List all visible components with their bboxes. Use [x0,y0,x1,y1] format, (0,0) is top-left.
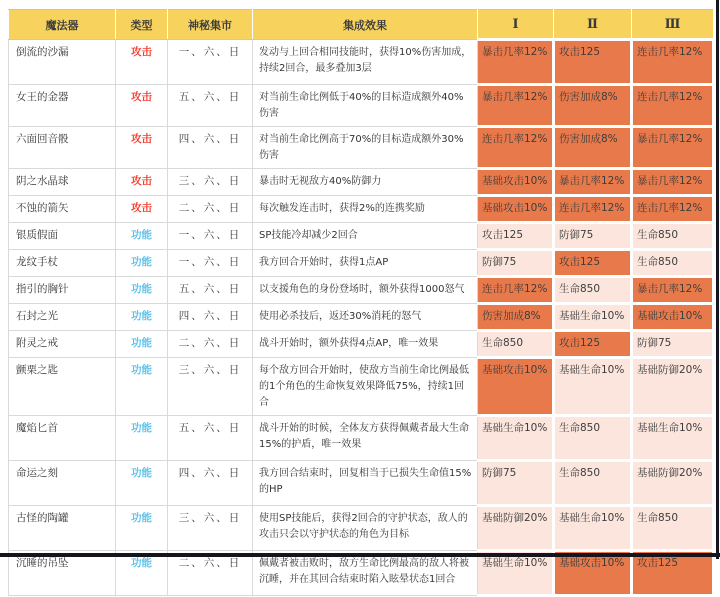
effect-cell: 暴击时无视敌方40%防御力 [253,169,478,196]
stat-i-cell: 防御75 [478,250,554,277]
magic-items-table [8,9,715,597]
stat-iii-cell: 暴击几率12% [632,127,714,169]
table-row [9,331,714,358]
col-header-tier-2: Ⅱ [554,10,632,40]
stat-i-cell: 暴击几率12% [478,40,554,85]
item-type-cell: 攻击 [116,40,168,85]
item-name-cell: 倒流的沙漏 [9,40,116,85]
stat-ii-cell: 防御75 [554,223,632,250]
stat-ii-cell: 基础攻击10% [554,551,632,596]
item-name-cell: 沉睡的吊坠 [9,551,116,596]
stat-iii-cell: 防御75 [632,331,714,358]
stat-i-cell: 暴击几率12% [478,85,554,127]
stat-i-cell: 连击几率12% [478,127,554,169]
effect-cell: 发动与上回合相同技能时，获得10%伤害加成，持续2回合，最多叠加3层 [253,40,478,85]
stat-iii-cell: 基础生命10% [632,416,714,461]
table-row [9,196,714,223]
item-type-cell: 功能 [116,223,168,250]
stat-ii-cell: 攻击125 [554,40,632,85]
stat-ii-cell: 伤害加成8% [554,127,632,169]
table-row [9,551,714,596]
table-row [9,40,714,85]
item-type-cell: 功能 [116,551,168,596]
effect-cell: 对当前生命比例低于40%的目标造成额外40%伤害 [253,85,478,127]
item-type-cell: 攻击 [116,127,168,169]
table-row [9,85,714,127]
stat-ii-cell: 连击几率12% [554,196,632,223]
stat-ii-cell: 基础生命10% [554,358,632,416]
stat-iii-cell: 暴击几率12% [632,169,714,196]
market-days-cell: 三、六、日 [168,506,253,551]
table-row [9,223,714,250]
stat-iii-cell: 攻击125 [632,551,714,596]
col-header-tier-1: Ⅰ [478,10,554,40]
stat-ii-cell: 基础生命10% [554,304,632,331]
stat-iii-cell: 连击几率12% [632,40,714,85]
stat-ii-cell: 生命850 [554,416,632,461]
effect-cell: 每个敌方回合开始时，使敌方当前生命比例最低的1个角色的生命恢复效果降低75%，持续1回合 [253,358,478,416]
market-days-cell: 三、六、日 [168,358,253,416]
stat-ii-cell: 基础生命10% [554,506,632,551]
stat-i-cell: 伤害加成8% [478,304,554,331]
col-header-type: 类型 [116,10,168,40]
item-type-cell: 攻击 [116,85,168,127]
table-row [9,127,714,169]
market-days-cell: 一、六、日 [168,250,253,277]
stat-ii-cell: 生命850 [554,277,632,304]
effect-cell: 每次触发连击时，获得2%的连携奖励 [253,196,478,223]
item-type-cell: 功能 [116,331,168,358]
stat-iii-cell: 基础攻击10% [632,304,714,331]
header-row [9,10,714,40]
stat-iii-cell: 生命850 [632,250,714,277]
stat-i-cell: 基础攻击10% [478,169,554,196]
item-name-cell: 龙纹手杖 [9,250,116,277]
effect-cell: 我方回合结束时，回复相当于已损失生命值15%的HP [253,461,478,506]
item-type-cell: 功能 [116,304,168,331]
effect-cell: 战斗开始时，额外获得4点AP，唯一效果 [253,331,478,358]
item-type-cell: 功能 [116,250,168,277]
table-row [9,506,714,551]
effect-cell: 以支援角色的身份登场时，额外获得1000怒气 [253,277,478,304]
effect-cell: 佩戴者被击败时，敌方生命比例最高的敌人将被沉睡，并在其回合结束时陷入眩晕状态1回合 [253,551,478,596]
effect-cell: 战斗开始的时候，全体友方获得佩戴者最大生命15%的护盾，唯一效果 [253,416,478,461]
col-header-magic-item: 魔法器 [9,10,116,40]
market-days-cell: 二、六、日 [168,331,253,358]
window-right-border [716,0,719,559]
table-row [9,416,714,461]
table-row [9,277,714,304]
stat-iii-cell: 连击几率12% [632,85,714,127]
effect-cell: 使用必杀技后，返还30%消耗的怒气 [253,304,478,331]
item-type-cell: 功能 [116,506,168,551]
window-bottom-border [0,553,720,557]
item-name-cell: 不蚀的箭矢 [9,196,116,223]
stat-i-cell: 攻击125 [478,223,554,250]
item-name-cell: 阴之水晶球 [9,169,116,196]
stat-ii-cell: 暴击几率12% [554,169,632,196]
table-row [9,304,714,331]
stat-iii-cell: 暴击几率12% [632,277,714,304]
item-type-cell: 攻击 [116,196,168,223]
item-name-cell: 古怪的陶罐 [9,506,116,551]
magic-items-table-container [8,9,715,597]
item-name-cell: 命运之刻 [9,461,116,506]
stat-i-cell: 基础攻击10% [478,196,554,223]
table-row [9,461,714,506]
stat-i-cell: 连击几率12% [478,277,554,304]
stat-iii-cell: 生命850 [632,223,714,250]
col-header-market: 神秘集市 [168,10,253,40]
stat-iii-cell: 连击几率12% [632,196,714,223]
stat-ii-cell: 攻击125 [554,331,632,358]
stat-iii-cell: 基础防御20% [632,358,714,416]
item-type-cell: 功能 [116,416,168,461]
item-type-cell: 攻击 [116,169,168,196]
effect-cell: 我方回合开始时，获得1点AP [253,250,478,277]
table-row [9,169,714,196]
market-days-cell: 三、六、日 [168,169,253,196]
stat-i-cell: 基础生命10% [478,551,554,596]
stat-iii-cell: 基础防御20% [632,461,714,506]
item-name-cell: 附灵之戒 [9,331,116,358]
item-type-cell: 功能 [116,358,168,416]
col-header-tier-3: Ⅲ [632,10,714,40]
effect-cell: 使用SP技能后，获得2回合的守护状态，敌人的攻击只会以守护状态的角色为目标 [253,506,478,551]
stat-ii-cell: 生命850 [554,461,632,506]
stat-i-cell: 防御75 [478,461,554,506]
item-name-cell: 指引的胸针 [9,277,116,304]
market-days-cell: 二、六、日 [168,196,253,223]
market-days-cell: 二、六、日 [168,551,253,596]
market-days-cell: 四、六、日 [168,127,253,169]
item-name-cell: 六面回音骰 [9,127,116,169]
market-days-cell: 一、六、日 [168,40,253,85]
item-name-cell: 女王的金器 [9,85,116,127]
table-row [9,250,714,277]
effect-cell: SP技能冷却减少2回合 [253,223,478,250]
effect-cell: 对当前生命比例高于70%的目标造成额外30%伤害 [253,127,478,169]
market-days-cell: 四、六、日 [168,304,253,331]
item-type-cell: 功能 [116,277,168,304]
market-days-cell: 一、六、日 [168,223,253,250]
stat-i-cell: 生命850 [478,331,554,358]
stat-ii-cell: 伤害加成8% [554,85,632,127]
item-name-cell: 颤栗之匙 [9,358,116,416]
market-days-cell: 四、六、日 [168,461,253,506]
stat-i-cell: 基础生命10% [478,416,554,461]
stat-iii-cell: 生命850 [632,506,714,551]
table-row [9,358,714,416]
market-days-cell: 五、六、日 [168,85,253,127]
market-days-cell: 五、六、日 [168,277,253,304]
stat-ii-cell: 攻击125 [554,250,632,277]
item-name-cell: 魔焰匕首 [9,416,116,461]
item-type-cell: 功能 [116,461,168,506]
item-name-cell: 石封之光 [9,304,116,331]
stat-i-cell: 基础攻击10% [478,358,554,416]
stat-i-cell: 基础防御20% [478,506,554,551]
market-days-cell: 五、六、日 [168,416,253,461]
item-name-cell: 银质假面 [9,223,116,250]
col-header-effect: 集成效果 [253,10,478,40]
